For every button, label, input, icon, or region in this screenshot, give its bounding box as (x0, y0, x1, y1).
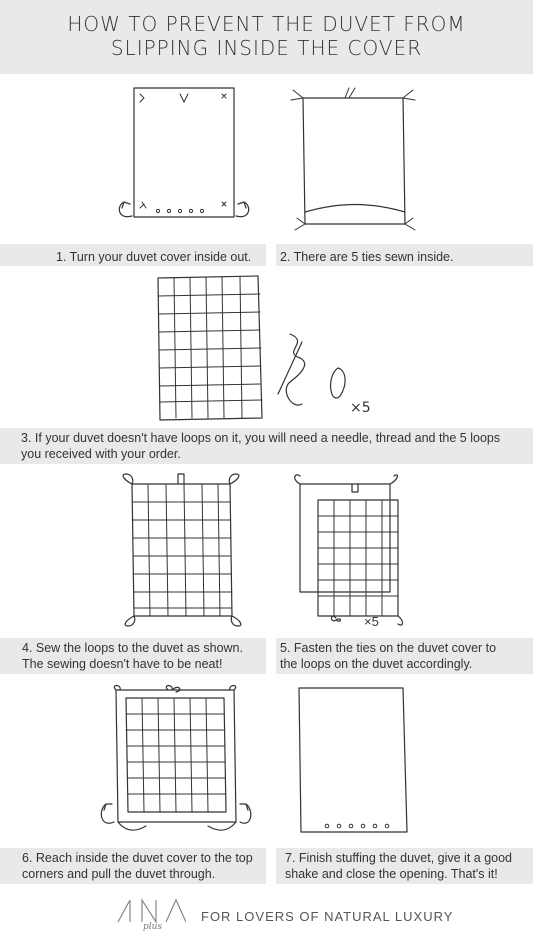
step-2-caption (276, 244, 533, 266)
step-6-text-line-2: corners and pull the duvet through. (22, 867, 216, 881)
step-3-caption (0, 428, 533, 464)
step-1-illustration (110, 82, 260, 232)
step-7-text-line-1: 7. Finish stuffing the duvet, give it a good (285, 851, 512, 865)
step-7-illustration (285, 682, 420, 842)
step-3-annotation: ×5 (350, 400, 371, 416)
step-4-text-line-1: 4. Sew the loops to the duvet as shown. (22, 641, 243, 655)
step-3-text-line-1: 3. If your duvet doesn't have loops on it, you will need a needle, thread and the 5 loops (21, 431, 501, 445)
step-7-text-line-2: shake and close the opening. That's it! (285, 867, 498, 881)
step-6-text-line-1: 6. Reach inside the duvet cover to the top (22, 851, 253, 865)
step-5-caption (276, 638, 533, 674)
step-4-caption (0, 638, 266, 674)
step-4-text-line-2: The sewing doesn't have to be neat! (22, 657, 223, 671)
title-line-1: HOW TO PREVENT THE DUVET FROM (67, 12, 466, 36)
logo-sub-text: plus (143, 922, 163, 932)
footer-tagline: FOR LOVERS OF NATURAL LUXURY (201, 909, 454, 924)
step-5-illustration (290, 470, 410, 635)
title-line-2: SLIPPING INSIDE THE COVER (110, 36, 423, 60)
step-2-text: 2. There are 5 ties sewn inside. (280, 250, 454, 264)
step-2-illustration (285, 82, 420, 237)
page-title (0, 12, 533, 60)
step-5-annotation: ×5 (364, 614, 379, 629)
step-6-caption (0, 848, 266, 884)
step-7-caption (276, 848, 533, 884)
step-5-text-line-2: the loops on the duvet accordingly. (280, 657, 473, 671)
step-3-text-line-2: you received with your order. (21, 447, 181, 461)
step-6-illustration (96, 682, 256, 842)
step-1-caption (0, 244, 266, 266)
step-1-text: 1. Turn your duvet cover inside out. (56, 250, 252, 264)
step-3-illustration (150, 272, 390, 427)
step-5-text-line-1: 5. Fasten the ties on the duvet cover to (280, 641, 497, 655)
step-4-illustration (112, 470, 247, 630)
header-band (0, 0, 533, 74)
